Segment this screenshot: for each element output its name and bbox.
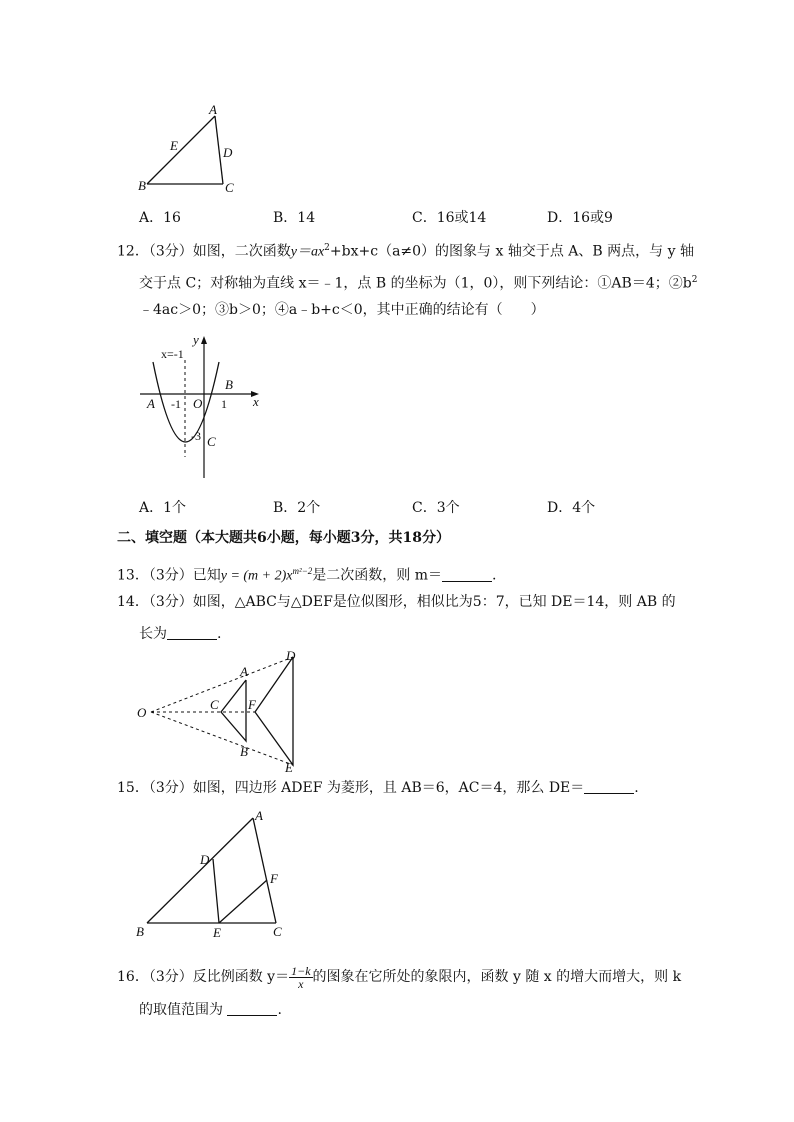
q12-label-neg1: -1 [171, 397, 181, 411]
q12-line2: 交于点 C；对称轴为直线 x＝﹣1，点 B 的坐标为（1，0），则下列结论：①AB＝4；$②b^2$ [139, 275, 698, 292]
q14-label-c: C [210, 697, 219, 712]
q12-line1: 12．（3分）如图，二次函数$y=ax^2+bx+c(a\ne 0)$的图象与 x 轴交于点 A、B 两点，与 y 轴 [117, 243, 694, 260]
q15-label-d: D [200, 852, 210, 867]
q14-label-a: A [240, 664, 248, 679]
q15-label-a: A [255, 808, 263, 823]
q16-line1: 16．（3分）反比例函数 y＝ $\frac{1-k}{x}$ 的图象在它所处的象限内，函数 y 随 x 的增大而增大，则 k [117, 963, 682, 991]
q16-line2: 的取值范围为 . [139, 1002, 282, 1018]
q15-label-b: B [136, 924, 144, 939]
q12-line3: ﹣4ac＞0；③b＞0；④a﹣b+c＜0，其中正确的结论有（ ） [139, 302, 545, 318]
q11-triangle-figure [135, 100, 245, 195]
q12-label-1: 1 [221, 397, 227, 411]
q14-line2: 长为 . [139, 626, 222, 642]
q12-parabola-curve [153, 362, 219, 442]
q12-label-a: A [147, 396, 155, 411]
q13-line: 13．（3分）已知$y = (m + 2)x^{m^2-2}$是二次函数，则 m＝ . [117, 566, 497, 584]
q11-label-e: E [170, 138, 178, 153]
q14-homothety-figure [133, 645, 313, 773]
q12-option-a: A．1个 [139, 500, 187, 516]
q12-label-c: C [207, 434, 216, 449]
q15-side-de [213, 859, 219, 923]
q12-label-o: O [193, 396, 203, 411]
q16-fraction: $\frac{1-k}{x}$ [291, 963, 311, 991]
q14-triangle-def [255, 657, 293, 765]
section-2-title: 二、填空题（本大题共6小题，每小题3分，共18分） [117, 530, 450, 546]
q11-side-ab [147, 116, 215, 184]
q15-label-e: E [213, 925, 221, 940]
q12-label-y: y [193, 332, 199, 347]
q14-triangle-abc [221, 680, 246, 741]
q14-label-b: B [240, 744, 248, 759]
q11-option-d: D．16或9 [547, 210, 613, 226]
q14-line1: 14．（3分）如图，△ABC与△DEF是位似图形，相似比为5：7，已知 DE＝14，则 AB 的 [117, 594, 676, 610]
q12-option-c: C．3个 [412, 500, 460, 516]
q15-label-f: F [270, 871, 278, 886]
q15-line1: 15．（3分）如图，四边形 ADEF 为菱形，且 AB＝6，AC＝4，那么 DE＝ . [117, 780, 639, 796]
q12-option-d: D．4个 [547, 500, 596, 516]
q11-side-ac [215, 116, 223, 184]
q11-option-a: A．16 [139, 210, 181, 226]
q11-option-c: C．16或14 [412, 210, 487, 226]
q14-label-o: O [137, 705, 147, 720]
q12-label-x: x [253, 394, 259, 409]
q11-label-a: A [209, 102, 217, 117]
q11-label-d: D [223, 145, 233, 160]
q11-option-b: B．14 [273, 210, 316, 226]
q14-answer-blank[interactable] [167, 625, 217, 640]
q11-label-b: B [138, 178, 146, 193]
q11-label-c: C [225, 180, 234, 195]
q14-label-d: D [286, 648, 296, 663]
q15-side-ef [219, 880, 267, 923]
q16-answer-blank[interactable] [227, 1001, 277, 1016]
q14-label-f: F [248, 697, 256, 712]
q15-label-c: C [273, 924, 282, 939]
q12-parabola-figure [135, 332, 275, 482]
q12-label-neg3: -3 [191, 429, 201, 443]
q15-rhombus-figure [133, 806, 293, 942]
q12-y-arrow [201, 336, 207, 344]
q14-ray-od [151, 657, 293, 712]
q12-label-b: B [225, 377, 233, 392]
q12-label-symmetry: x=-1 [161, 347, 184, 361]
q15-answer-blank[interactable] [584, 779, 634, 794]
q13-answer-blank[interactable] [442, 567, 492, 582]
q12-option-b: B．2个 [273, 500, 321, 516]
q14-ray-oe [151, 712, 293, 765]
q14-label-e: E [285, 760, 293, 773]
